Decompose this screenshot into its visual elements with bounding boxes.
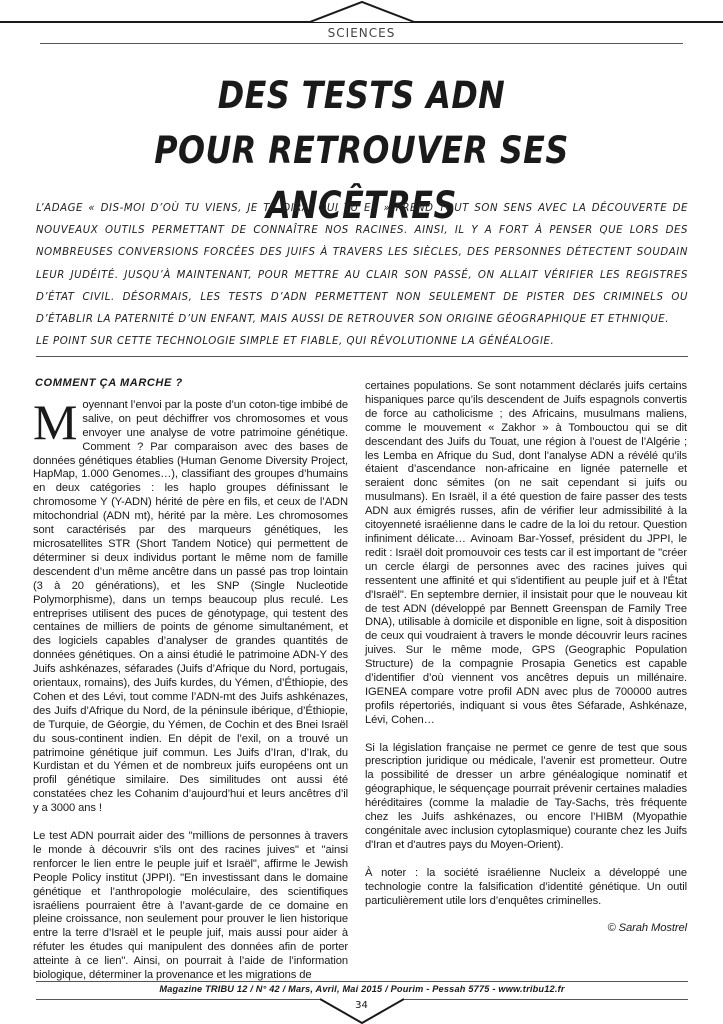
section-label: SCIENCES xyxy=(327,26,396,40)
body-paragraph: Le test ADN pourrait aider des "millions de personnes à travers le monde à découvrir s'ils ont des racines juives" et "ainsi renforcer le lien entre le peuple juif et Israël", affirme le Jewish People Policy institut (JPPI). "En investissant dans le domaine génétique et l’anthropologie moléculaire, des scientifiques israéliens pourraient être à l’avant-garde de ce domaine en pleine croissance, non seulement pour prouver le lien historique entre la terre d’Israël et le peuple juif, mais aussi pour aider à réfuter les études qui manipulent des données afin de porter atteinte à ce lien". Ainsi, on pourrait à l’aide de l’information biologique, déterminer la provenance et les migrations de xyxy=(33,829,348,982)
author-signature: © Sarah Mostrel xyxy=(607,922,687,935)
title-line-1: DES TESTS ADN xyxy=(217,74,506,117)
left-column xyxy=(33,377,348,997)
body-text: oyennant l’envoi par la poste d’un coton-tige imbibé de salive, on peut déchiffrer vos chromosomes et vous envoyer une analyse de votre patrimoine génétique. Comment ? Par comparaison avec des bases de données génétiques établies (Human Genome Diversity Project, HapMap, 1.000 Genomes…), classifiant des groupes d’humains en deux catégories : les haplo groupes définissant le chromosome Y (Y-ADN) hérité de père en fils, et ceux de l’ADN mitochondrial (ADN mt), hérité par la mère. Les chromosomes sont caractérisés par des marqueurs génétiques, les microsatellites STR (Short Tandem Notice) qui permettent de déterminer si deux individus portant le même nom de famille descendent d’un même ancêtre dans un passé pas trop lointain (3 à 20 générations), et les SNP (Single Nucleotide Polymorphisme), dans un temps beaucoup plus reculé. Les entreprises utilisent des puces de génotypage, qui testent des centaines de milliers de points de génome simultanément, et des logiciels capables d’analyser de grandes quantités de données génétiques. On a ainsi étudié le patrimoine ADN-Y des Juifs ashkénazes, séfarades (Juifs d’Afrique du Nord, portugais, orientaux, romains), des Juifs kurdes, du Yémen, d’Éthiopie, des Cohen et des Lévi, tout comme l’ADN-mt des Juifs ashkénazes, des Juifs d’Afrique du Nord, de la péninsule ibérique, d’Éthiopie, de Turquie, de Géorgie, du Yémen, de Cochin et des Bnei Israël du sous-continent indien. En dépit de l’exil, on a trouvé un patrimoine génétique juif commun. Les Juifs d’Iran, d’Irak, du Kurdistan et du Yémen et de nombreux juifs européens ont un profil génétique similaire. Des similitudes ont aussi été constatées chez les Cohanim d’aujourd’hui et leurs ancêtres d’il y a 3000 ans ! xyxy=(33,398,348,815)
drop-cap: M xyxy=(33,393,78,450)
page-number: 34 xyxy=(355,1000,368,1011)
body-paragraph: À noter : la société israélienne Nucleix a développé une technologie contre la falsification d’identité génétique. Un outil particulièrement utile lors d’enquêtes criminelles. xyxy=(365,866,687,907)
title-line-2: POUR RETROUVER SES ANCÊTRES xyxy=(154,129,569,227)
body-paragraph: certaines populations. Se sont notamment déclarés juifs certains hispaniques parce qu’ils descendent de Juifs espagnols convertis de force au catholicisme ; des Africains, musulmans maliens, comme le mouvement « Zakhor » à Tombouctou qui se dit descendant des Juifs du Touat, une région à l’ouest de l’Algérie ; les Lemba en Afrique du Sud, dont l’analyse ADN a révélé qu’ils étaient d’ascendance non-africaine en lignée paternelle et seraient donc sémites (on ne sait cependant si juifs ou musulmans). En Israël, il a été question de faire passer des tests ADN aux émigrés russes, afin de vérifier leur admissibilité à la citoyenneté israélienne dans le cadre de la loi du retour. Question infiniment délicate… Avinoam Bar-Yossef, président du JPPI, le redit : Israël doit promouvoir ces tests car il est important de "créer un cercle élargi de personnes avec des racines juives qui ressentent une affinité et qui s'identifient au peuple juif et à l'État d'Israël". En septembre dernier, il insistait pour que le nouveau kit de test ADN (développé par Bennett Greenspan de Family Tree DNA), utilisable à domicile et disponible en ligne, soit à disposition de ceux qui voudraient à travers le monde découvrir leurs racines juives. Sur le même mode, GPS (Geographic Population Structure) de la compagnie Prosapia Genetics est capable d’identifier d’où viennent vos ancêtres depuis un millénaire. IGENEA compare votre profil ADN avec plus de 700000 autres profils répertoriés, indiquant si vous êtes Séfarade, Ashkénaze, Lévi, Cohen… xyxy=(365,380,687,726)
section-subhead: COMMENT ÇA MARCHE ? xyxy=(35,377,183,389)
article-intro xyxy=(36,198,688,353)
intro-divider xyxy=(36,356,688,357)
body-paragraph: Si la législation française ne permet ce genre de test que sous prescription juridique ou médicale, l’avenir est prometteur. Outre la possibilité de dresser un arbre généalogique nominatif et géographique, le séquençage pourrait prévenir certaines maladies héréditaires (comme la maladie de Tay-Sachs, très fréquente chez les Juifs ashkénazes, ou encore l’HIBM (Myopathie congénitale avec inclusion cytoplasmique) courante chez les Juifs d'Iran et d'autres pays du Moyen-Orient). xyxy=(365,741,687,851)
footer-top-divider xyxy=(36,981,688,982)
right-column xyxy=(365,380,687,950)
top-triangle-ornament xyxy=(310,0,414,24)
section-divider xyxy=(40,43,683,44)
intro-paragraph: L’ADAGE « DIS-MOI D’OÙ TU VIENS, JE TE DIRAI QUI TU ES » PREND TOUT SON SENS AVEC LA DÉCOUVERTE DE NOUVEAUX OUTILS PERMETTANT DE CONNAÎTRE NOS RACINES. AINSI, IL Y A FORT À PENSER QUE LORS DES NOMBREUSES CONVERSIONS FORCÉES DES JUIFS À TRAVERS LES SIÈCLES, DES PERSONNES DÉTECTENT SOUDAIN LEUR JUDÉITÉ. JUSQU’À MAINTENANT, POUR METTRE AU CLAIR SON PASSÉ, ON ALLAIT VÉRIFIER LES REGISTRES D’ÉTAT CIVIL. DÉSORMAIS, LES TESTS D’ADN PERMETTENT NON SEULEMENT DE PISTER DES CRIMINELS OU D’ÉTABLIR LA PATERNITÉ D’UN ENFANT, MAIS AUSSI DE RETROUVER SON ORIGINE GÉOGRAPHIQUE ET ETHNIQUE. xyxy=(36,203,688,326)
body-paragraph xyxy=(33,393,348,816)
intro-paragraph: LE POINT SUR CETTE TECHNOLOGIE SIMPLE ET FIABLE, QUI RÉVOLUTIONNE LA GÉNÉALOGIE. xyxy=(36,336,555,348)
footer-credit: Magazine TRIBU 12 / N° 42 / Mars, Avril, Mai 2015 / Pourim - Pessah 5775 - www.tribu12.fr xyxy=(159,984,565,994)
